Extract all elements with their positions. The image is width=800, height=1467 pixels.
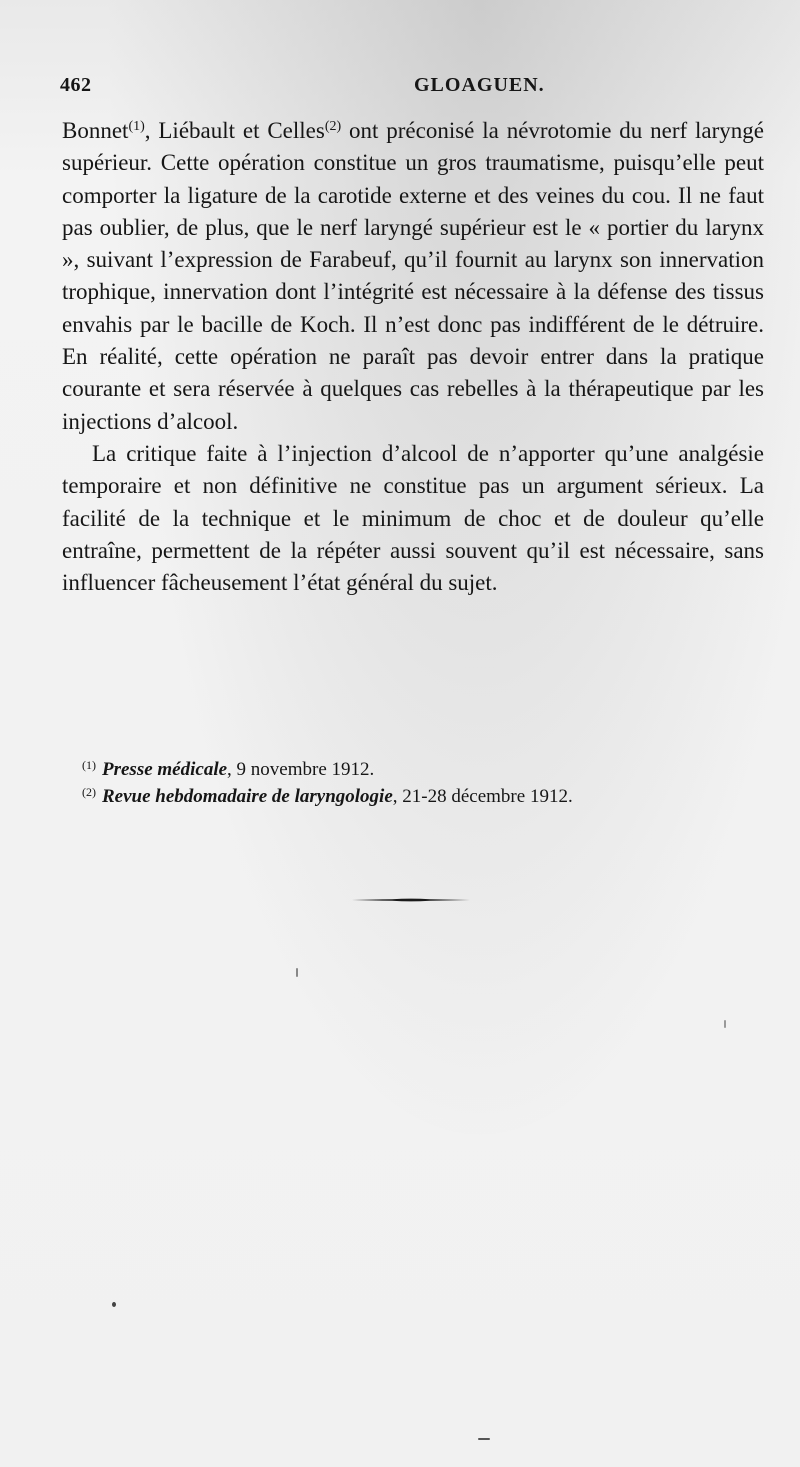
page-number: 462	[60, 74, 92, 96]
footnote-rest: , 21-28 décembre 1912.	[392, 786, 573, 807]
main-text	[62, 115, 764, 599]
scan-speck	[112, 1302, 116, 1307]
running-head: GLOAGUEN.	[414, 74, 545, 96]
page-header	[60, 74, 764, 104]
text-run: Bonnet	[62, 118, 129, 143]
end-ornament-rule	[352, 898, 470, 902]
scan-speck	[478, 1438, 490, 1440]
footnote-ref-2: (2)	[324, 119, 342, 134]
footnote-marker: (1)	[82, 758, 96, 772]
footnote-rest: , 9 novembre 1912.	[227, 759, 375, 780]
paragraph-1	[62, 115, 764, 438]
footnote-title: Presse médicale	[102, 759, 228, 780]
footnote-ref-1: (1)	[128, 119, 145, 134]
text-run: ont préconisé la névrotomie du nerf laryngé supérieur. Cette opération constitue un gros traumatisme, puisqu’elle peut comporter la ligature de la carotide externe et des veines du cou. Il ne faut pas oublier, de plus, que le nerf laryngé supérieur est le « portier du larynx », suivant l’expression de Farabeuf, qu’il fournit au larynx son innervation trophique, innervation dont l’intégrité est nécessaire à la défense des tissus envahis par le bacille de Koch. Il n’est donc pas indifférent de le détruire. En réalité, cette opération ne paraît pas devoir entrer dans la pratique courante et sera réservée à quelques cas rebelles à la thérapeutique par les injections d’alcool.	[62, 118, 764, 434]
paragraph-2: La critique faite à l’injection d’alcool de n’apporter qu’une analgésie temporaire et non définitive ne constitue pas un argument sérieux. La facilité de la technique et le minimum de choc et de douleur qu’elle entraîne, permettent de la répéter aussi souvent qu’il est nécessaire, sans influencer fâcheusement l’état général du sujet.	[62, 440, 764, 596]
footnote-2	[82, 783, 702, 810]
footnote-marker: (2)	[82, 785, 96, 799]
scan-speck	[296, 968, 298, 977]
footnote-1	[82, 756, 702, 783]
footnote-title: Revue hebdomadaire de laryngologie	[102, 786, 393, 807]
footnotes	[82, 756, 702, 810]
text-run: , Liébault et Celles	[144, 118, 325, 143]
scan-speck	[724, 1020, 726, 1028]
